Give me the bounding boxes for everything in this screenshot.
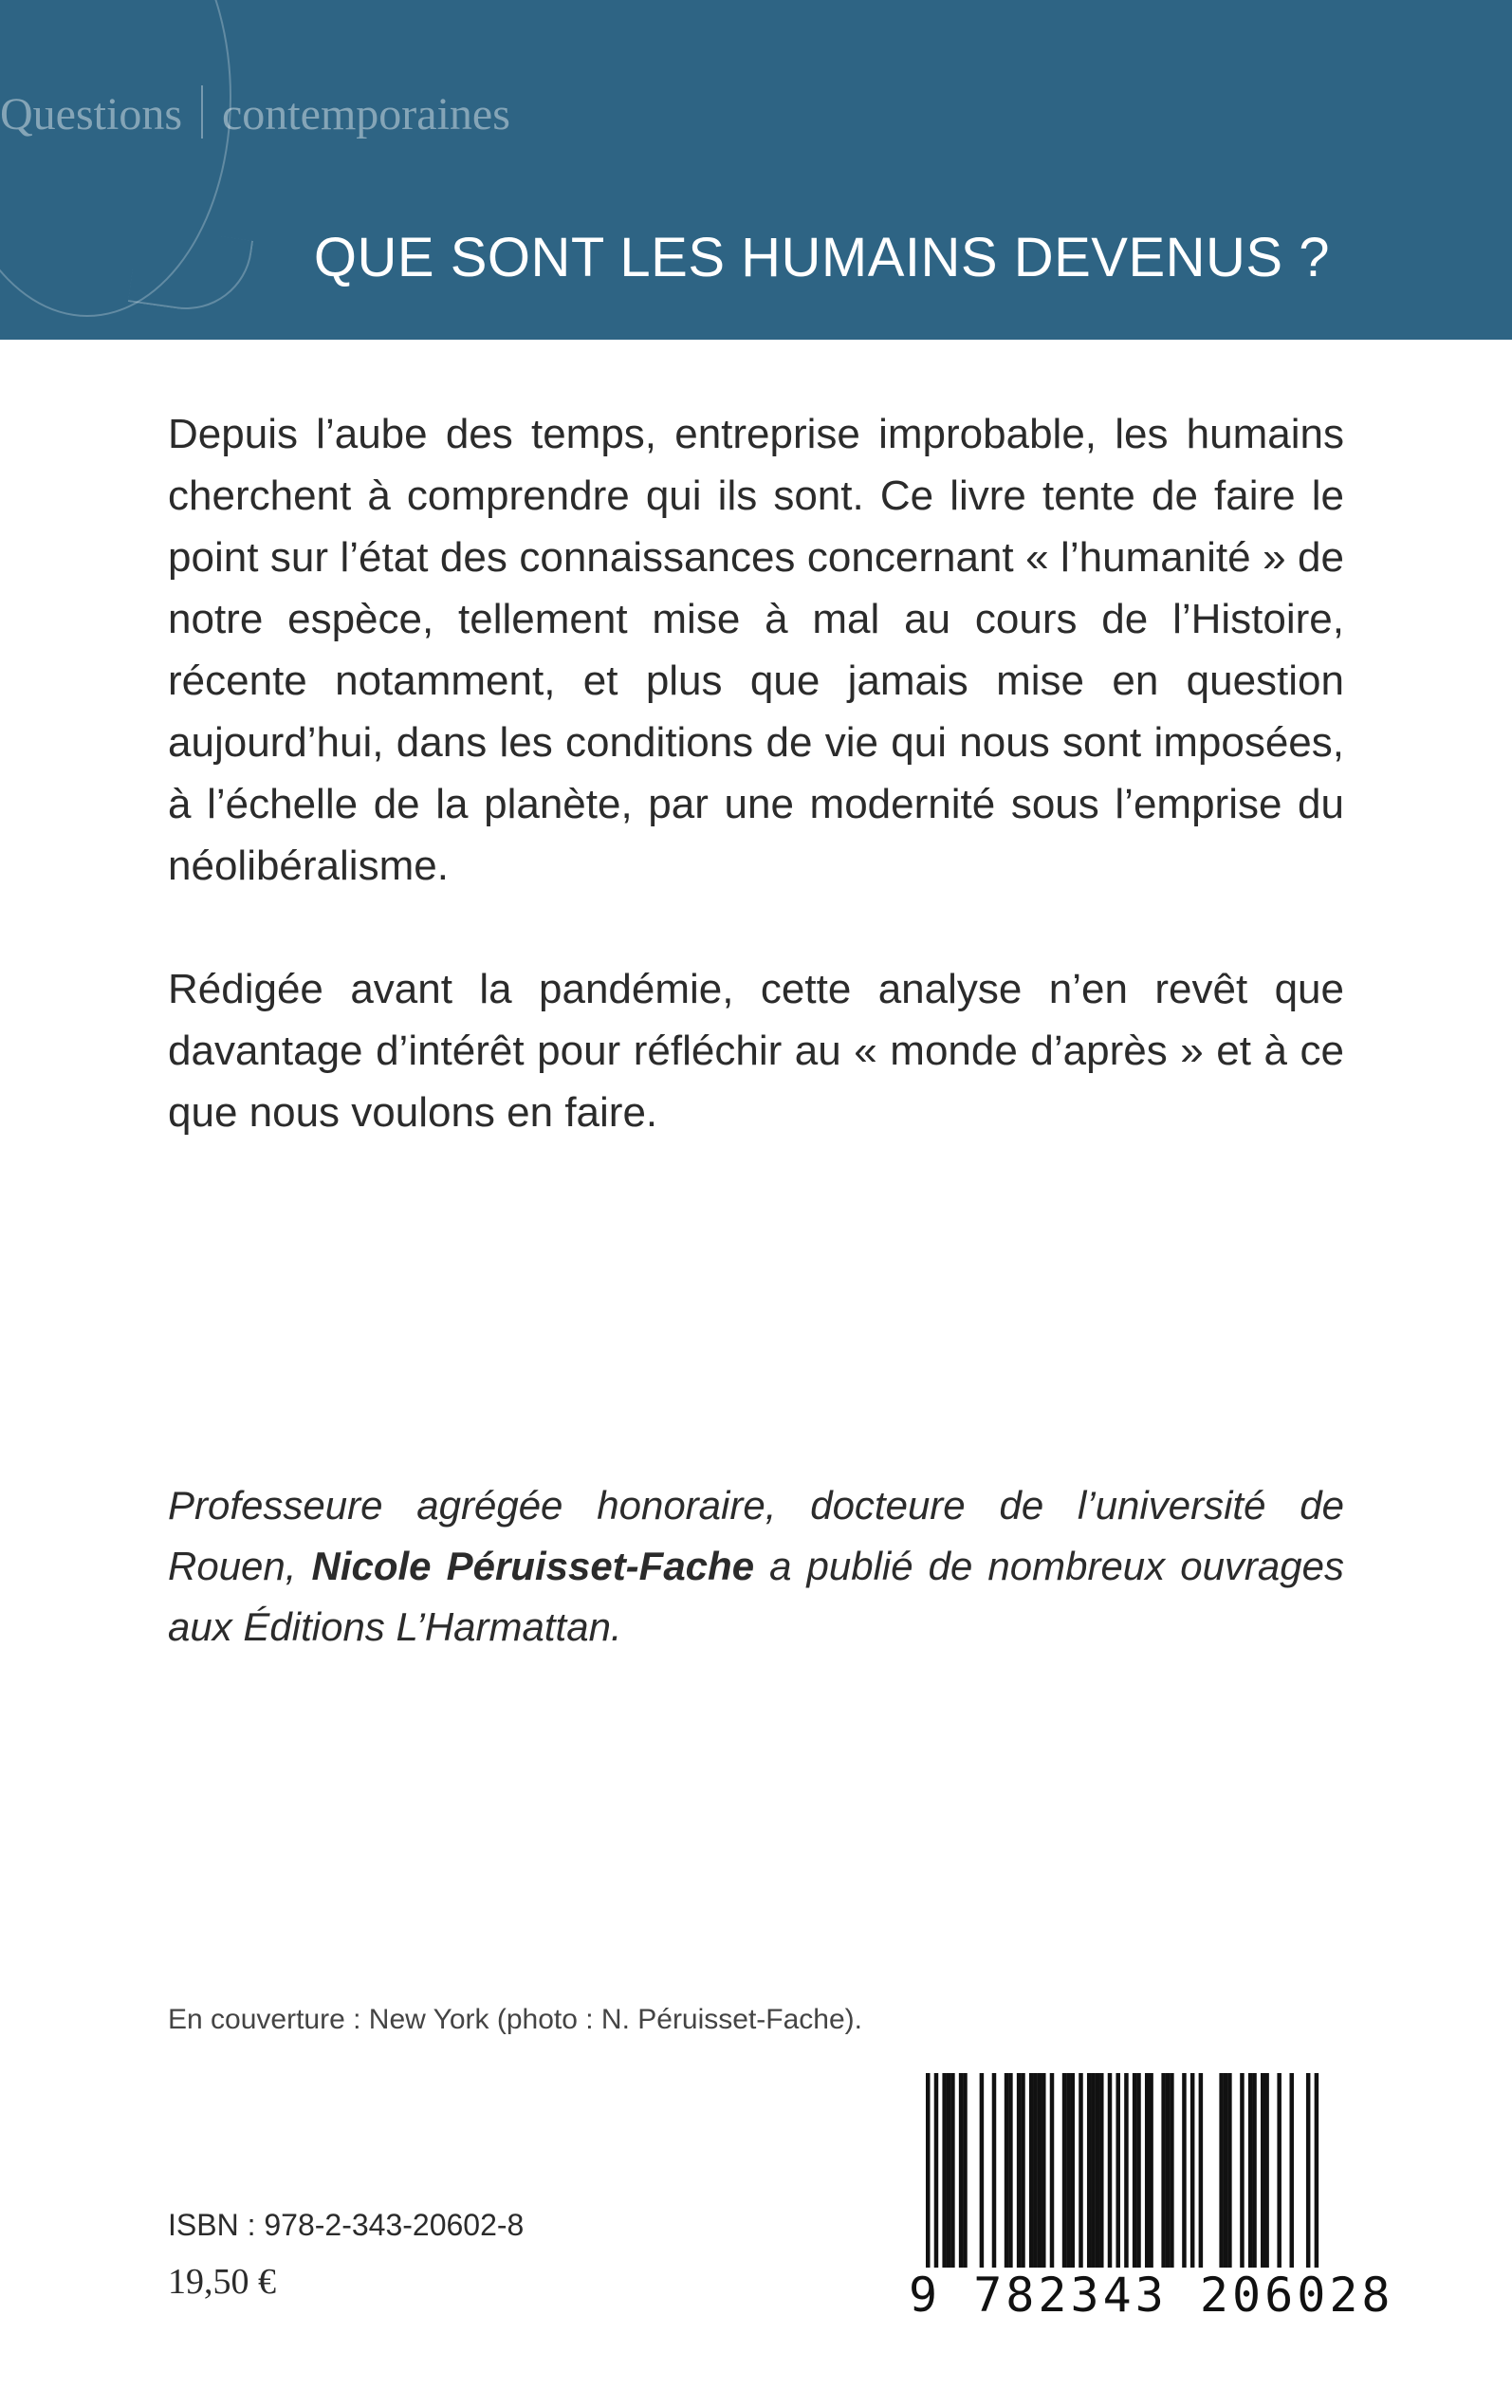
- barcode-bar: [980, 2073, 985, 2268]
- barcode-bar: [1227, 2073, 1232, 2268]
- barcode-bar: [1248, 2073, 1253, 2268]
- barcode-bar: [1079, 2073, 1083, 2268]
- cover-credit: En couverture : New York (photo : N. Péruisset-Fache).: [168, 2004, 862, 2035]
- barcode-bar: [1029, 2073, 1034, 2268]
- barcode-bar: [1264, 2073, 1269, 2268]
- barcode-bar: [963, 2073, 968, 2268]
- barcode-bar: [1289, 2073, 1294, 2268]
- barcode-bar: [1017, 2073, 1022, 2268]
- author-bio-intro: Professeure agrégée honoraire, docteure de l’université de Rouen,: [168, 1483, 1344, 1588]
- barcode-bar: [959, 2073, 964, 2268]
- book-title: QUE SONT LES HUMAINS DEVENUS ?: [313, 227, 1330, 288]
- barcode-bar: [1071, 2073, 1076, 2268]
- barcode-bar: [1170, 2073, 1174, 2268]
- barcode-bar: [1252, 2073, 1257, 2268]
- barcode-bar: [1042, 2073, 1046, 2268]
- series-label: [0, 85, 510, 140]
- barcode-bar: [1224, 2073, 1228, 2268]
- barcode-number: 9 782343 206028: [909, 2268, 1394, 2323]
- barcode-bar: [1033, 2073, 1038, 2268]
- series-label-left: Questions: [0, 89, 182, 139]
- barcode-bar: [1306, 2073, 1311, 2301]
- barcode-bar: [1099, 2073, 1104, 2268]
- author-bio: [168, 1475, 1344, 1658]
- q-logo-tail: [128, 225, 253, 318]
- barcode-bar: [1066, 2073, 1071, 2268]
- series-divider: [201, 85, 203, 139]
- barcode-bar: [1091, 2073, 1096, 2268]
- barcode-bar: [1277, 2073, 1282, 2268]
- barcode-bar: [1038, 2073, 1042, 2268]
- isbn-text: ISBN : 978-2-343-20602-8: [168, 2208, 525, 2242]
- barcode-bar: [1008, 2073, 1013, 2268]
- barcode-bar: [1182, 2073, 1187, 2268]
- barcode-bar: [1062, 2073, 1067, 2268]
- barcode-bar: [1005, 2073, 1009, 2268]
- barcode-bar: [1136, 2073, 1141, 2268]
- header-band: [0, 0, 1512, 340]
- barcode-bar: [1149, 2073, 1153, 2268]
- barcode-bar: [950, 2073, 955, 2268]
- barcode-bar: [1190, 2073, 1195, 2268]
- barcode-bar: [1199, 2073, 1204, 2268]
- author-bio-outro: a publié de nombreux ouvrages aux Éditions L’Harmattan.: [168, 1544, 1344, 1649]
- barcode-bar: [1166, 2073, 1171, 2268]
- barcode-bar: [1161, 2073, 1166, 2268]
- barcode-bar: [1116, 2073, 1120, 2301]
- price-text: 19,50 €: [168, 2262, 276, 2302]
- barcode-bar: [1108, 2073, 1113, 2268]
- barcode-bar: [926, 2073, 931, 2301]
- barcode-bar: [942, 2073, 947, 2268]
- blurb-paragraph-2: Rédigée avant la pandémie, cette analyse n’en revêt que davantage d’intérêt pour réfléchir au « monde d’après » et à ce que nous voulons en faire.: [168, 966, 1344, 1136]
- author-name: Nicole Péruisset-Fache: [311, 1544, 755, 1588]
- blurb-paragraph-1: Depuis l’aube des temps, entreprise improbable, les humains cherchent à comprendre qui ils sont. Ce livre tente de faire le point sur l’état des connaissances concernant « l’humanité » de notre espèce, tellement mise à mal au cours de l’Histoire, récente notamment, et plus que jamais mise en question aujourd’hui, dans les conditions de vie qui nous sont imposées, à l’échelle de la planète, par une modernité sous l’emprise du néolibéralisme.: [168, 411, 1344, 889]
- barcode-bar: [992, 2073, 997, 2268]
- barcode-bar: [1240, 2073, 1245, 2268]
- barcode-bar: [1050, 2073, 1055, 2268]
- barcode-bar: [1219, 2073, 1224, 2268]
- series-label-right: contemporaines: [222, 89, 510, 139]
- barcode-bars: [926, 2073, 1318, 2301]
- barcode-bar: [1133, 2073, 1137, 2268]
- barcode-bar: [947, 2073, 951, 2268]
- barcode-bar: [1096, 2073, 1100, 2268]
- barcode-bar: [1315, 2073, 1319, 2301]
- barcode-bar: [1021, 2073, 1025, 2268]
- barcode-bar: [1087, 2073, 1092, 2268]
- barcode-bar: [1124, 2073, 1129, 2301]
- barcode-bar: [934, 2073, 939, 2301]
- barcode-bar: [1261, 2073, 1265, 2268]
- barcode-bar: [1145, 2073, 1150, 2268]
